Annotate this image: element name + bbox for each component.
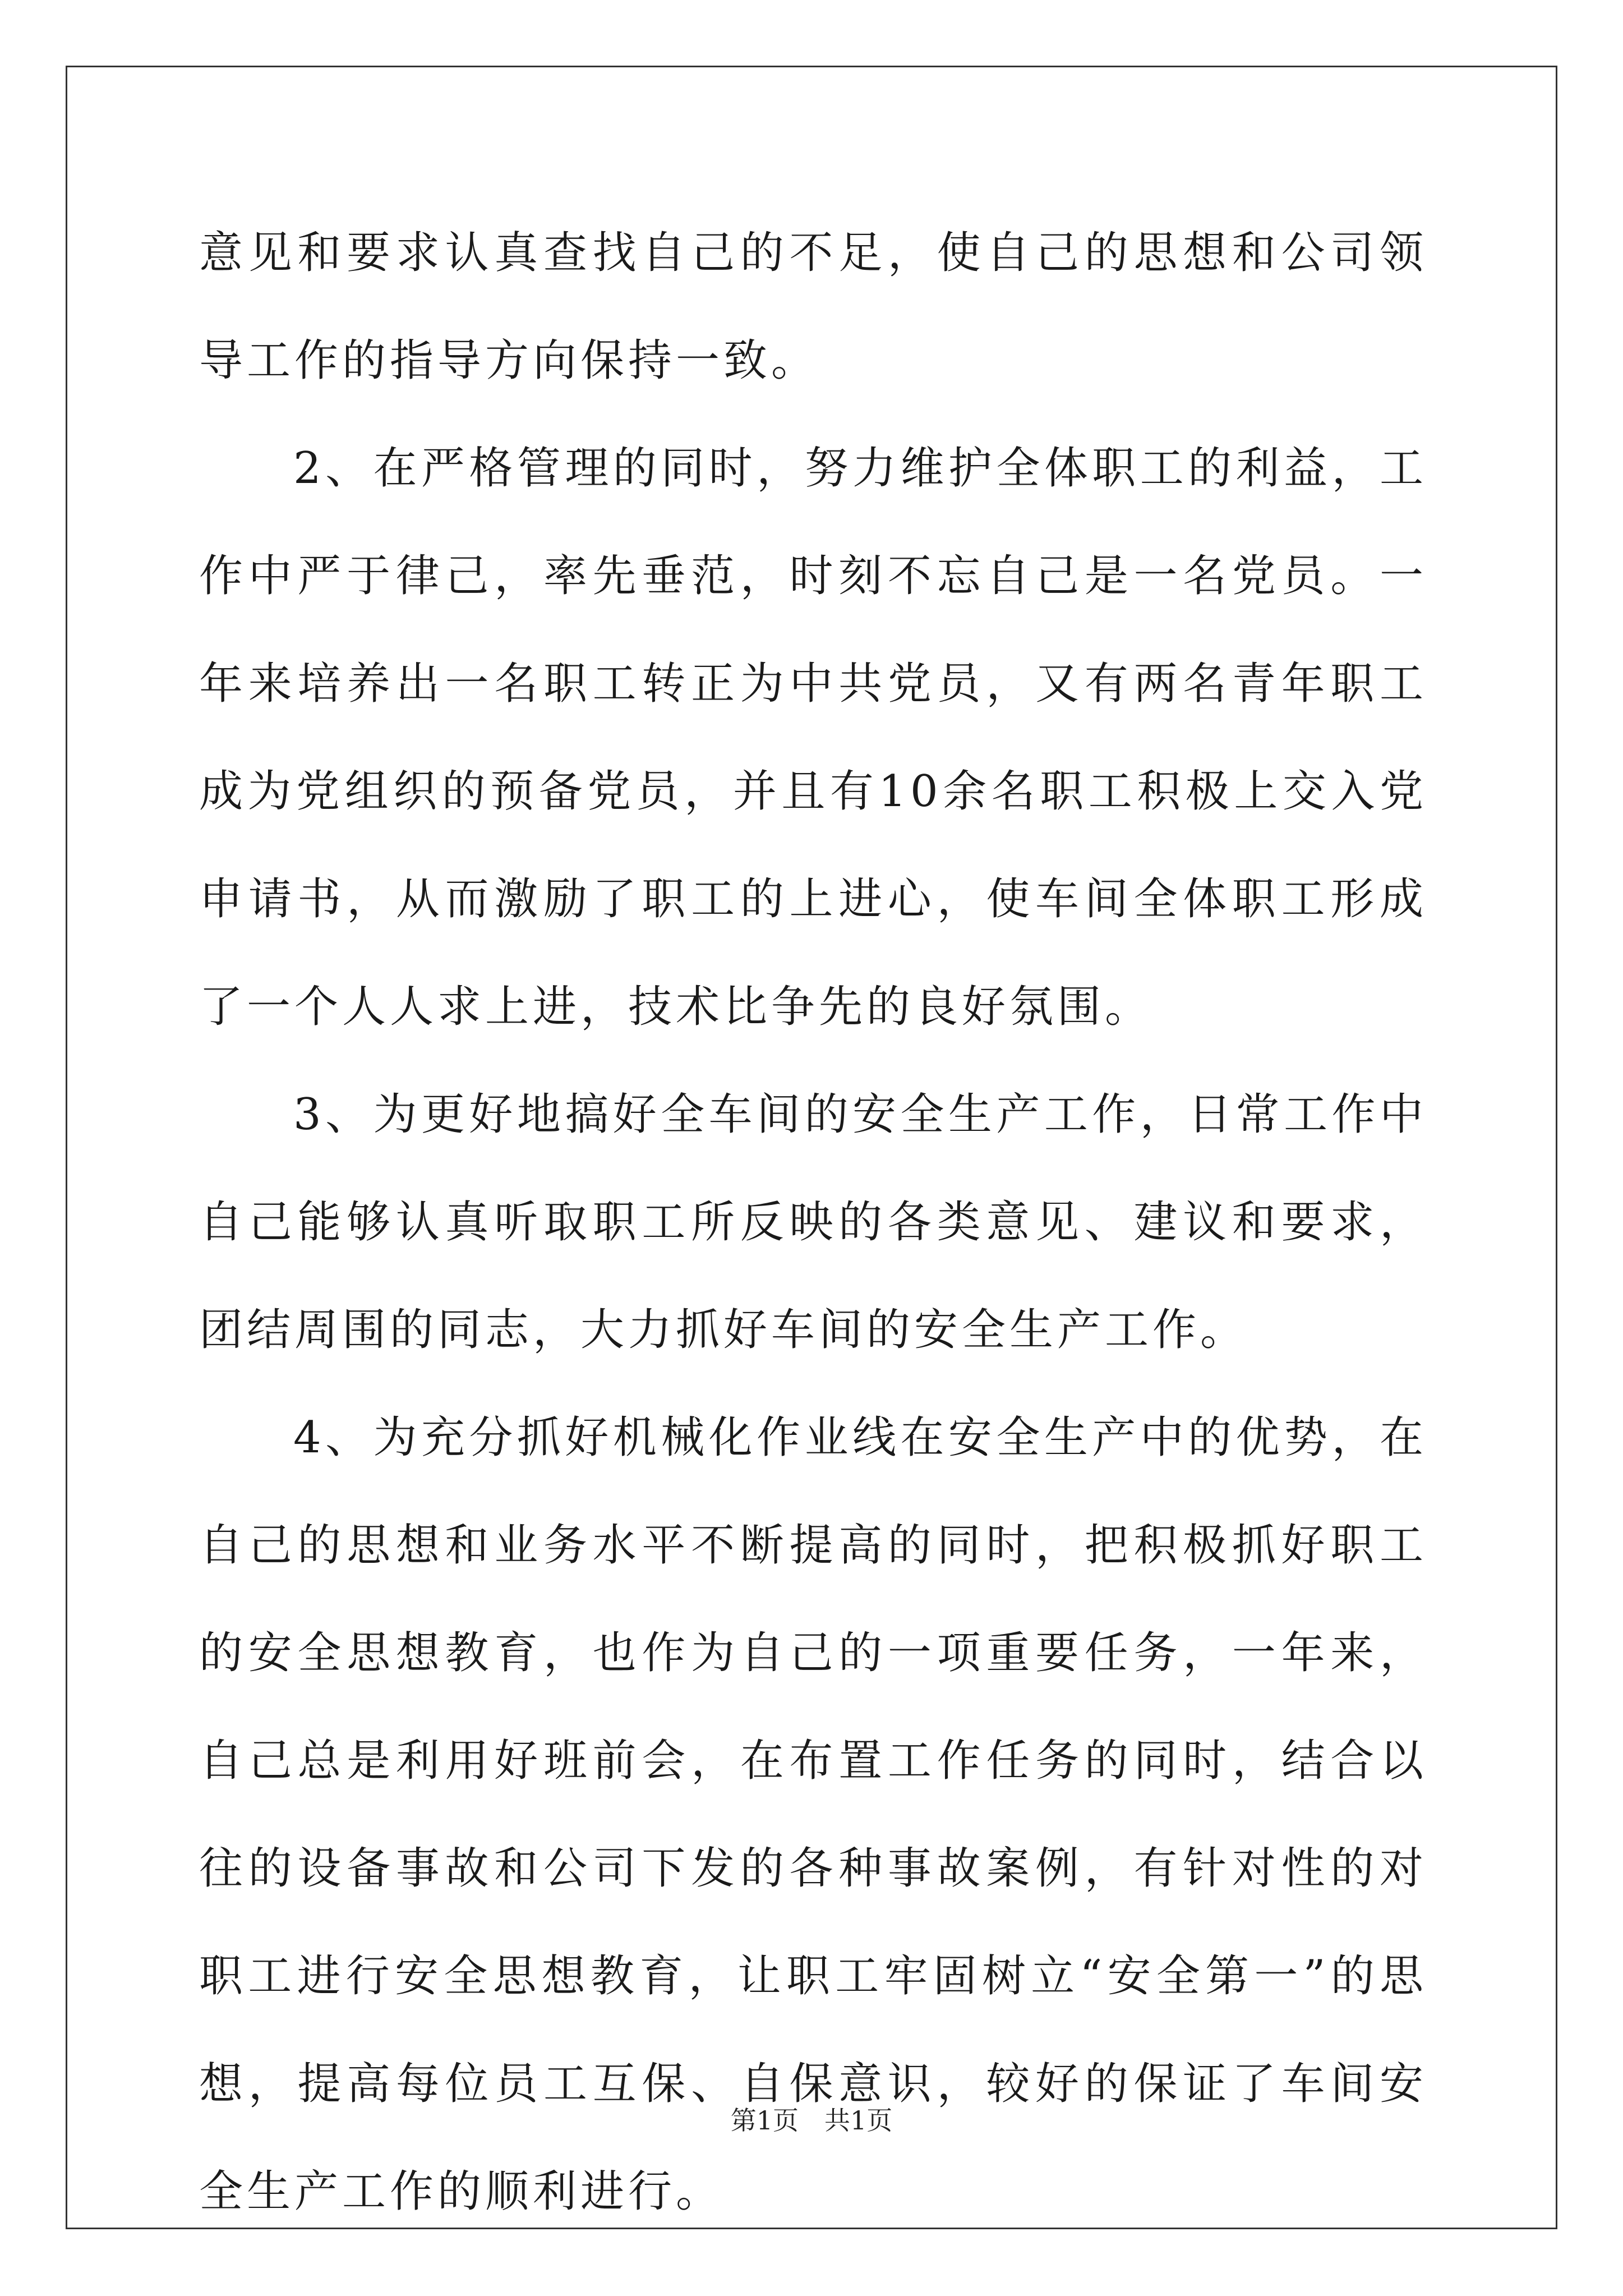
- paragraph-item-2: 2、在严格管理的同时，努力维护全体职工的利益，工作中严于律己，率先垂范，时刻不忘自己是一名党员。一年来培养出一名职工转正为中共党员，又有两名青年职工成为党组织的预备党员，并且有10余名职工积极上交入党申请书，从而激励了职工的上进心，使车间全体职工形成了一个人人求上进，技术比争先的良好氛围。: [199, 443, 1427, 1032]
- paragraph-item-3: 3、为更好地搞好全车间的安全生产工作，日常工作中自己能够认真听取职工所反映的各类意见、建议和要求，团结周围的同志，大力抓好车间的安全生产工作。: [199, 1089, 1427, 1355]
- paragraph-continuation: 意见和要求认真查找自己的不足，使自己的思想和公司领导工作的指导方向保持一致。: [199, 228, 1427, 386]
- paragraph-item-4: 4、为充分抓好机械化作业线在安全生产中的优势，在自己的思想和业务水平不断提高的同时，把积极抓好职工的安全思想教育，也作为自己的一项重要任务，一年来，自己总是利用好班前会，在布置工作任务的同时，结合以往的设备事故和公司下发的各种事故案例，有针对性的对职工进行安全思想教育，让职工牢固树立“安全第一”的思想，提高每位员工互保、自保意识，较好的保证了车间安全生产工作的顺利进行。: [199, 1412, 1427, 2217]
- page-footer: [0, 2104, 1623, 2137]
- page-number: 第1页: [730, 2105, 799, 2136]
- page-total: 共1页: [824, 2105, 893, 2136]
- document-body: [199, 199, 1427, 2246]
